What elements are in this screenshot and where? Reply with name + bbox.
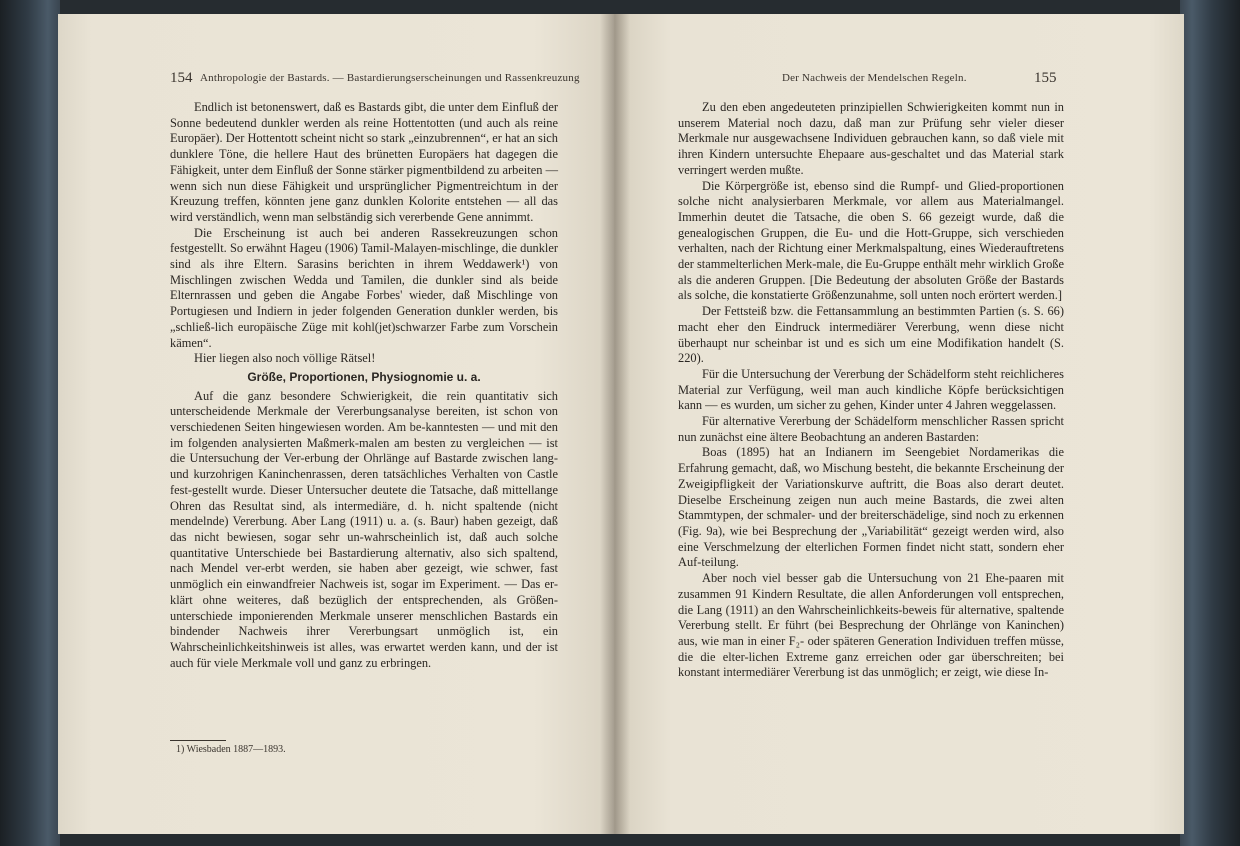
paragraph: Die Erscheinung ist auch bei anderen Rassekreuzungen schon festgestellt. So erwähnt Hageu (1906) Tamil-Malayen-mischlinge, die dunkler sind als ihre Eltern. Sarasins berichten in ihrem Weddawerk¹) von Mischlingen zwischen Wedda und Tamilen, die dunkler sind als beide Elternrassen und geben die Angabe Forbes' wieder, daß Mischlinge von Portugiesen und Indiern in jeder folgenden Generation dunkler werden, bis „schließ-lich europäische Züge mit kohl(jet)schwarzer Farbe zum Vorschein kämen“. xyxy=(170,225,558,350)
book-gutter xyxy=(600,14,630,834)
paragraph: Für alternative Vererbung der Schädelform menschlicher Rassen spricht nun zunächst eine ältere Beobachtung an anderen Bastarden: xyxy=(678,414,1064,444)
right-page xyxy=(614,14,1184,834)
book-edge-right xyxy=(1180,0,1240,846)
paragraph: Für die Untersuchung der Vererbung der Schädelform steht reichlicheres Material zur Verfügung, weil man auch kindliche Köpfe berücksichtigen kann — es wurden, um sicher zu gehen, Kinder unter 4 Jahren weggelassen. xyxy=(678,366,1064,413)
paragraph: Hier liegen also noch völlige Rätsel! xyxy=(194,351,376,366)
section-heading: Größe, Proportionen, Physiognomie u. a. xyxy=(247,369,481,384)
right-page-number: 155 xyxy=(1034,70,1057,86)
left-page-number: 154 xyxy=(170,70,193,86)
paragraph: Zu den eben angedeuteten prinzipiellen Schwierigkeiten kommt nun in unserem Material noch dazu, daß man zur Prüfung sehr vieler dieser Merkmale nur ausgewachsene Individuen gebrauchen kann, so daß viele mit ihren Kindern untersuchte Ehepaare aus-geschaltet und das Material stark verringert werden mußte. xyxy=(678,100,1064,177)
paragraph: Die Körpergröße ist, ebenso sind die Rumpf- und Glied-proportionen solche nicht analysierbaren Merkmale, vor allem aus Materialmangel. Immerhin deutet die Tatsache, die oben S. 66 gezeigt wurde, daß die genealogischen Gruppen, die Eu- und die Hott-Gruppe, sich verschieden verhalten, nach der Richtung einer Merkmalspaltung, eines Wiederauftretens der stammelterlichen Merk-male, die Eu-Gruppe enthält mehr wirklich Große als die anderen Gruppen. [Die Bedeutung der absoluten Größe der Bastards als solche, die konstatierte Größenzunahme, soll unten noch erörtert werden.] xyxy=(678,178,1064,303)
right-running-head: Der Nachweis der Mendelschen Regeln. xyxy=(782,72,967,84)
left-body-text xyxy=(170,100,558,671)
left-running-head: Anthropologie der Bastards. — Bastardierungserscheinungen und Rassenkreuzung xyxy=(200,72,580,84)
paragraph: Endlich ist betonenswert, daß es Bastards gibt, die unter dem Einfluß der Sonne bedeutend dunkler werden als reine Hottentotten (und auch als reine Europäer). Der Hottentott scheint nicht so stark „einzubrennen“, er hat an sich dunklere Töne, die hellere Haut des brünetten Europäers hat dagegen die Fähigkeit, unter dem Einfluß der Sonne stärker pigmentbildend zu arbeiten — wenn sich nun diese Fähigkeit und ursprünglicher Pigmentreichtum in der Kreuzung treffen, könnten jene ganz dunklen Kolorite entstehen — all das wird verständlich, wenn man selbständig sich vererbende Gene annimmt. xyxy=(170,100,558,224)
right-body-text xyxy=(678,100,1064,681)
footnote: 1) Wiesbaden 1887—1893. xyxy=(176,744,286,755)
paragraph: Auf die ganz besondere Schwierigkeit, die rein quantitativ sich unterscheidende Merkmale der Vererbungsanalyse bereiten, ist schon von verschiedenen Seiten hingewiesen worden. Am be-kanntesten — und mit den im folgenden analysierten Maßmerk-malen am besten zu vergleichen — ist die Untersuchung der Ver-erbung der Ohrlänge auf Bastarde zwischen lang- und kurzohrigen Kaninchenrassen, deren tatsächliches Verhalten von Castle fest-gestellt wurde. Dieser Untersucher deutete die Tatsache, daß mittellange Ohren das Resultat sind, als intermediäre, d. h. nicht spaltende (nicht mendelnde) Vererbung. Aber Lang (1911) u. a. (s. Baur) haben gezeigt, daß das nicht bewiesen, sogar sehr un-wahrscheinlich ist, daß auch solche quantitative Unterschiede bei Bastardierung alternativ, also sich spaltend, nach Mendel ver-erbt werden, sie haben aber gezeigt, wie schwer, fast unmöglich ein einwandfreier Nachweis ist, sogar im Experiment. — Das er-klärt ohne weiteres, daß bezüglich der entsprechenden, als Größen-unterschiede imponierenden Merkmale unserer menschlichen Bastards ein bindender Nachweis ihrer Vererbungsart unmöglich ist, ein Wahrscheinlichkeitshinweis ist alles, was erwartet werden kann, und der ist auch für viele Merkmale voll und ganz zu erbringen. xyxy=(170,388,558,670)
footnote-rule xyxy=(170,740,226,741)
left-page xyxy=(58,14,618,834)
paragraph: Der Fettsteiß bzw. die Fettansammlung an bestimmten Partien (s. S. 66) macht eher den Eindruck intermediärer Vererbung, wenn diese nicht überhaupt nur scheinbar ist und es sich um eine Modifikation handelt (S. 220). xyxy=(678,304,1064,366)
paragraph: Boas (1895) hat an Indianern im Seengebiet Nordamerikas die Erfahrung gemacht, daß, wo Mischung besteht, die bekannte Erscheinung der Zweigipfligkeit der Variationskurve auftritt, die Boas also derart deutet. Dieselbe Erscheinung zeigen nun auch meine Bastards, die zwei alten Stammtypen, der schmaler- und der breiterschädelige, sind noch zu erkennen (Fig. 9a), wie bei Besprechung der „Variabilität“ gezeigt werden wird, also eine Verschmelzung der elterlichen Formen findet nicht statt, sondern eher Auf-teilung. xyxy=(678,445,1064,570)
paragraph: Aber noch viel besser gab die Untersuchung von 21 Ehe-paaren mit zusammen 91 Kindern Resultate, die allen Anforderungen voll entsprechen, die Lang (1911) an den Wahrscheinlichkeits-beweis für alternative, spaltende Vererbung stellt. Er führt (bei Besprechung der Ohrlänge von Kaninchen) aus, wie man in einer F₂- oder späteren Generation Individuen treffen müsse, die die elter-lichen Extreme ganz erreichen oder gar überschreiten; bei konstant intermediärer Vererbung ist das unmöglich; er zeigt, wie diese In- xyxy=(678,571,1064,680)
book-edge-left xyxy=(0,0,60,846)
